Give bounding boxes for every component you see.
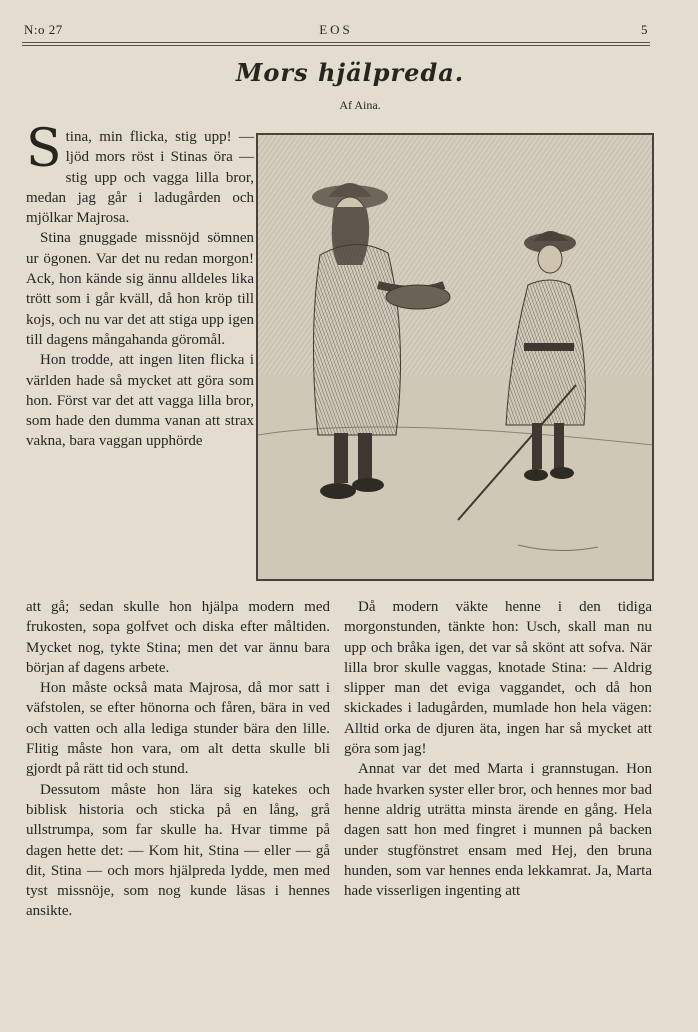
article-title: Mors hjälpreda. bbox=[235, 58, 465, 87]
paragraph-3: Hon trodde, att ingen liten flicka i världen hade så mycket att göra som hon. Först var det att vagga lilla bror, som hade den dumma vanan att strax vakna, bara vaggan upphörde bbox=[26, 352, 254, 450]
paragraph-6: Dessutom måste hon lära sig katekes och biblisk historia och sticka på en lång, grå ullstrumpa, som far skulle ha. Hvar timme på dagen hette det: — Kom hit, Stina — eller — gå dit, Stina — och mors hjälpreda lydde, men med tyst missnöje, som nog kunde läsas i hennes ansikte. bbox=[26, 781, 330, 920]
magazine-name: EOS bbox=[319, 22, 353, 37]
paragraph-7: Då modern väkte henne i den tidiga morgonstunden, tänkte hon: Usch, skall man nu upp och bråka igen, det var så skönt att sofva. När lilla bror skulle vaggas, knotade Stina: — Aldrig slipper man det eviga vaggandet, och då hon skickades i ladugården, mumlade hon hela vägen: Alltid orka de djuren äta, ingen har så mycket att göra som jag! bbox=[344, 599, 652, 758]
text-column-upper-left bbox=[26, 119, 254, 452]
article-byline: Af Aina. bbox=[339, 98, 381, 112]
paragraph-4: att gå; sedan skulle hon hjälpa modern med frukosten, sopa golfvet och diska efter måltiden. Mycket nog, tykte Stina; men det var ännu bara början af dagens arbete. bbox=[26, 599, 330, 676]
paragraph-1 bbox=[26, 119, 254, 228]
paragraph-2: Stina gnuggade missnöjd sömnen ur ögonen. Var det nu redan morgon! Ack, hon kände sig ännu alldeles lika trött som i går kväll, då hon kröp till kojs, och nu var det att stiga upp igen till dagens mångahanda göromål. bbox=[26, 230, 254, 348]
text-column-lower-right bbox=[344, 597, 652, 901]
header-rule bbox=[22, 42, 650, 43]
paragraph-1-text: tina, min flicka, stig upp! — ljöd mors röst i Stinas öra — stig upp och vagga lilla bror, medan jag går i ladugården och mjölkar Majrosa. bbox=[26, 129, 254, 227]
issue-number: N:o 27 bbox=[24, 22, 63, 37]
paragraph-8: Annat var det med Marta i grannstugan. Hon hade hvarken syster eller bror, och hennes mor bad henne aldrig uträtta minsta ärende en gång. Hela dagen satt hon med fingret i munnen på backen under stugfönstret ensam med Hej, den bruna hunden, som var hennes enda lekkamrat. Ja, Marta hade visserligen ingenting att bbox=[344, 761, 652, 900]
two-girls-engraving-icon bbox=[258, 135, 652, 579]
illustration-two-girls bbox=[256, 133, 654, 581]
drop-cap: S bbox=[26, 119, 62, 179]
page-number: 5 bbox=[641, 22, 648, 37]
page-header bbox=[24, 22, 648, 40]
header-rule-2 bbox=[22, 45, 650, 46]
paragraph-5: Hon måste också mata Majrosa, då mor satt i väfstolen, se efter hönorna och fåren, bära in ved och vatten och alla lediga stunder bära den lille. Flitig måste hon vara, om alt detta skulle bli gjordt på rätt tid och stund. bbox=[26, 680, 330, 778]
text-column-lower-left bbox=[26, 597, 330, 922]
